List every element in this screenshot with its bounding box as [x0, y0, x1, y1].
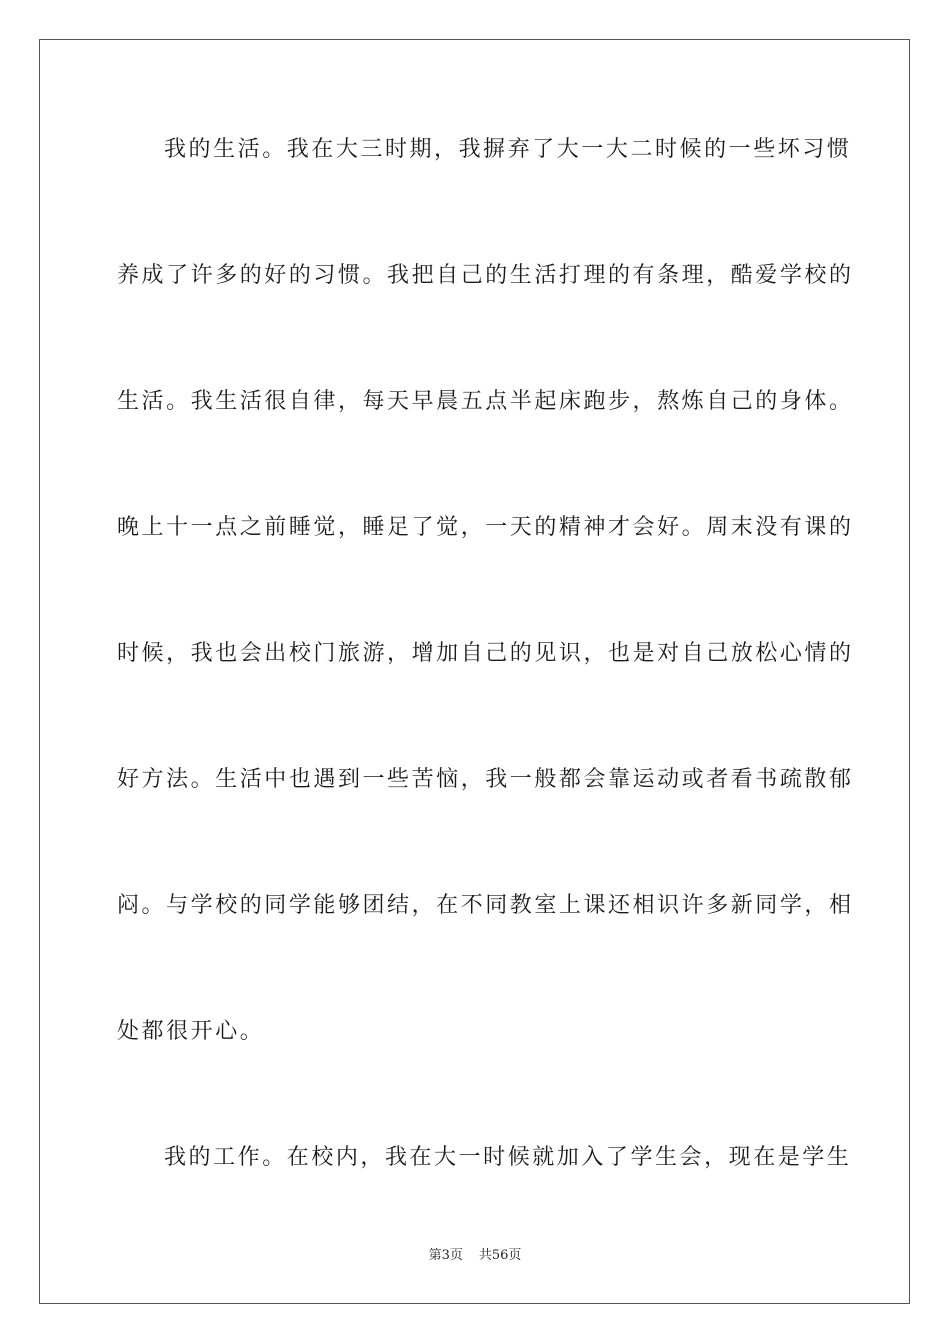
paragraph-line: 我的生活。我在大三时期，我摒弃了大一大二时候的一些坏习惯	[164, 137, 852, 162]
page-footer	[0, 1247, 950, 1265]
current-page-number: 第3页	[428, 1248, 463, 1263]
paragraph-line: 养成了许多的好的习惯。我把自己的生活打理的有条理，酷爱学校的	[117, 263, 854, 288]
paragraph-line: 时候，我也会出校门旅游，增加自己的见识，也是对自己放松心情的	[117, 641, 854, 666]
paragraph-line: 闷。与学校的同学能够团结，在不同教室上课还相识许多新同学，相	[117, 893, 854, 918]
paragraph-line: 好方法。生活中也遇到一些苦恼，我一般都会靠运动或者看书疏散郁	[117, 767, 854, 792]
paragraph-line: 晚上十一点之前睡觉，睡足了觉，一天的精神才会好。周末没有课的	[117, 515, 854, 540]
paragraph-line: 生活。我生活很自律，每天早晨五点半起床跑步，熬炼自己的身体。	[117, 389, 854, 414]
page-border	[39, 39, 910, 1304]
total-page-count: 共56页	[478, 1248, 522, 1263]
paragraph-line: 我的工作。在校内，我在大一时候就加入了学生会，现在是学生	[164, 1145, 852, 1170]
paragraph-line: 处都很开心。	[117, 1019, 265, 1044]
